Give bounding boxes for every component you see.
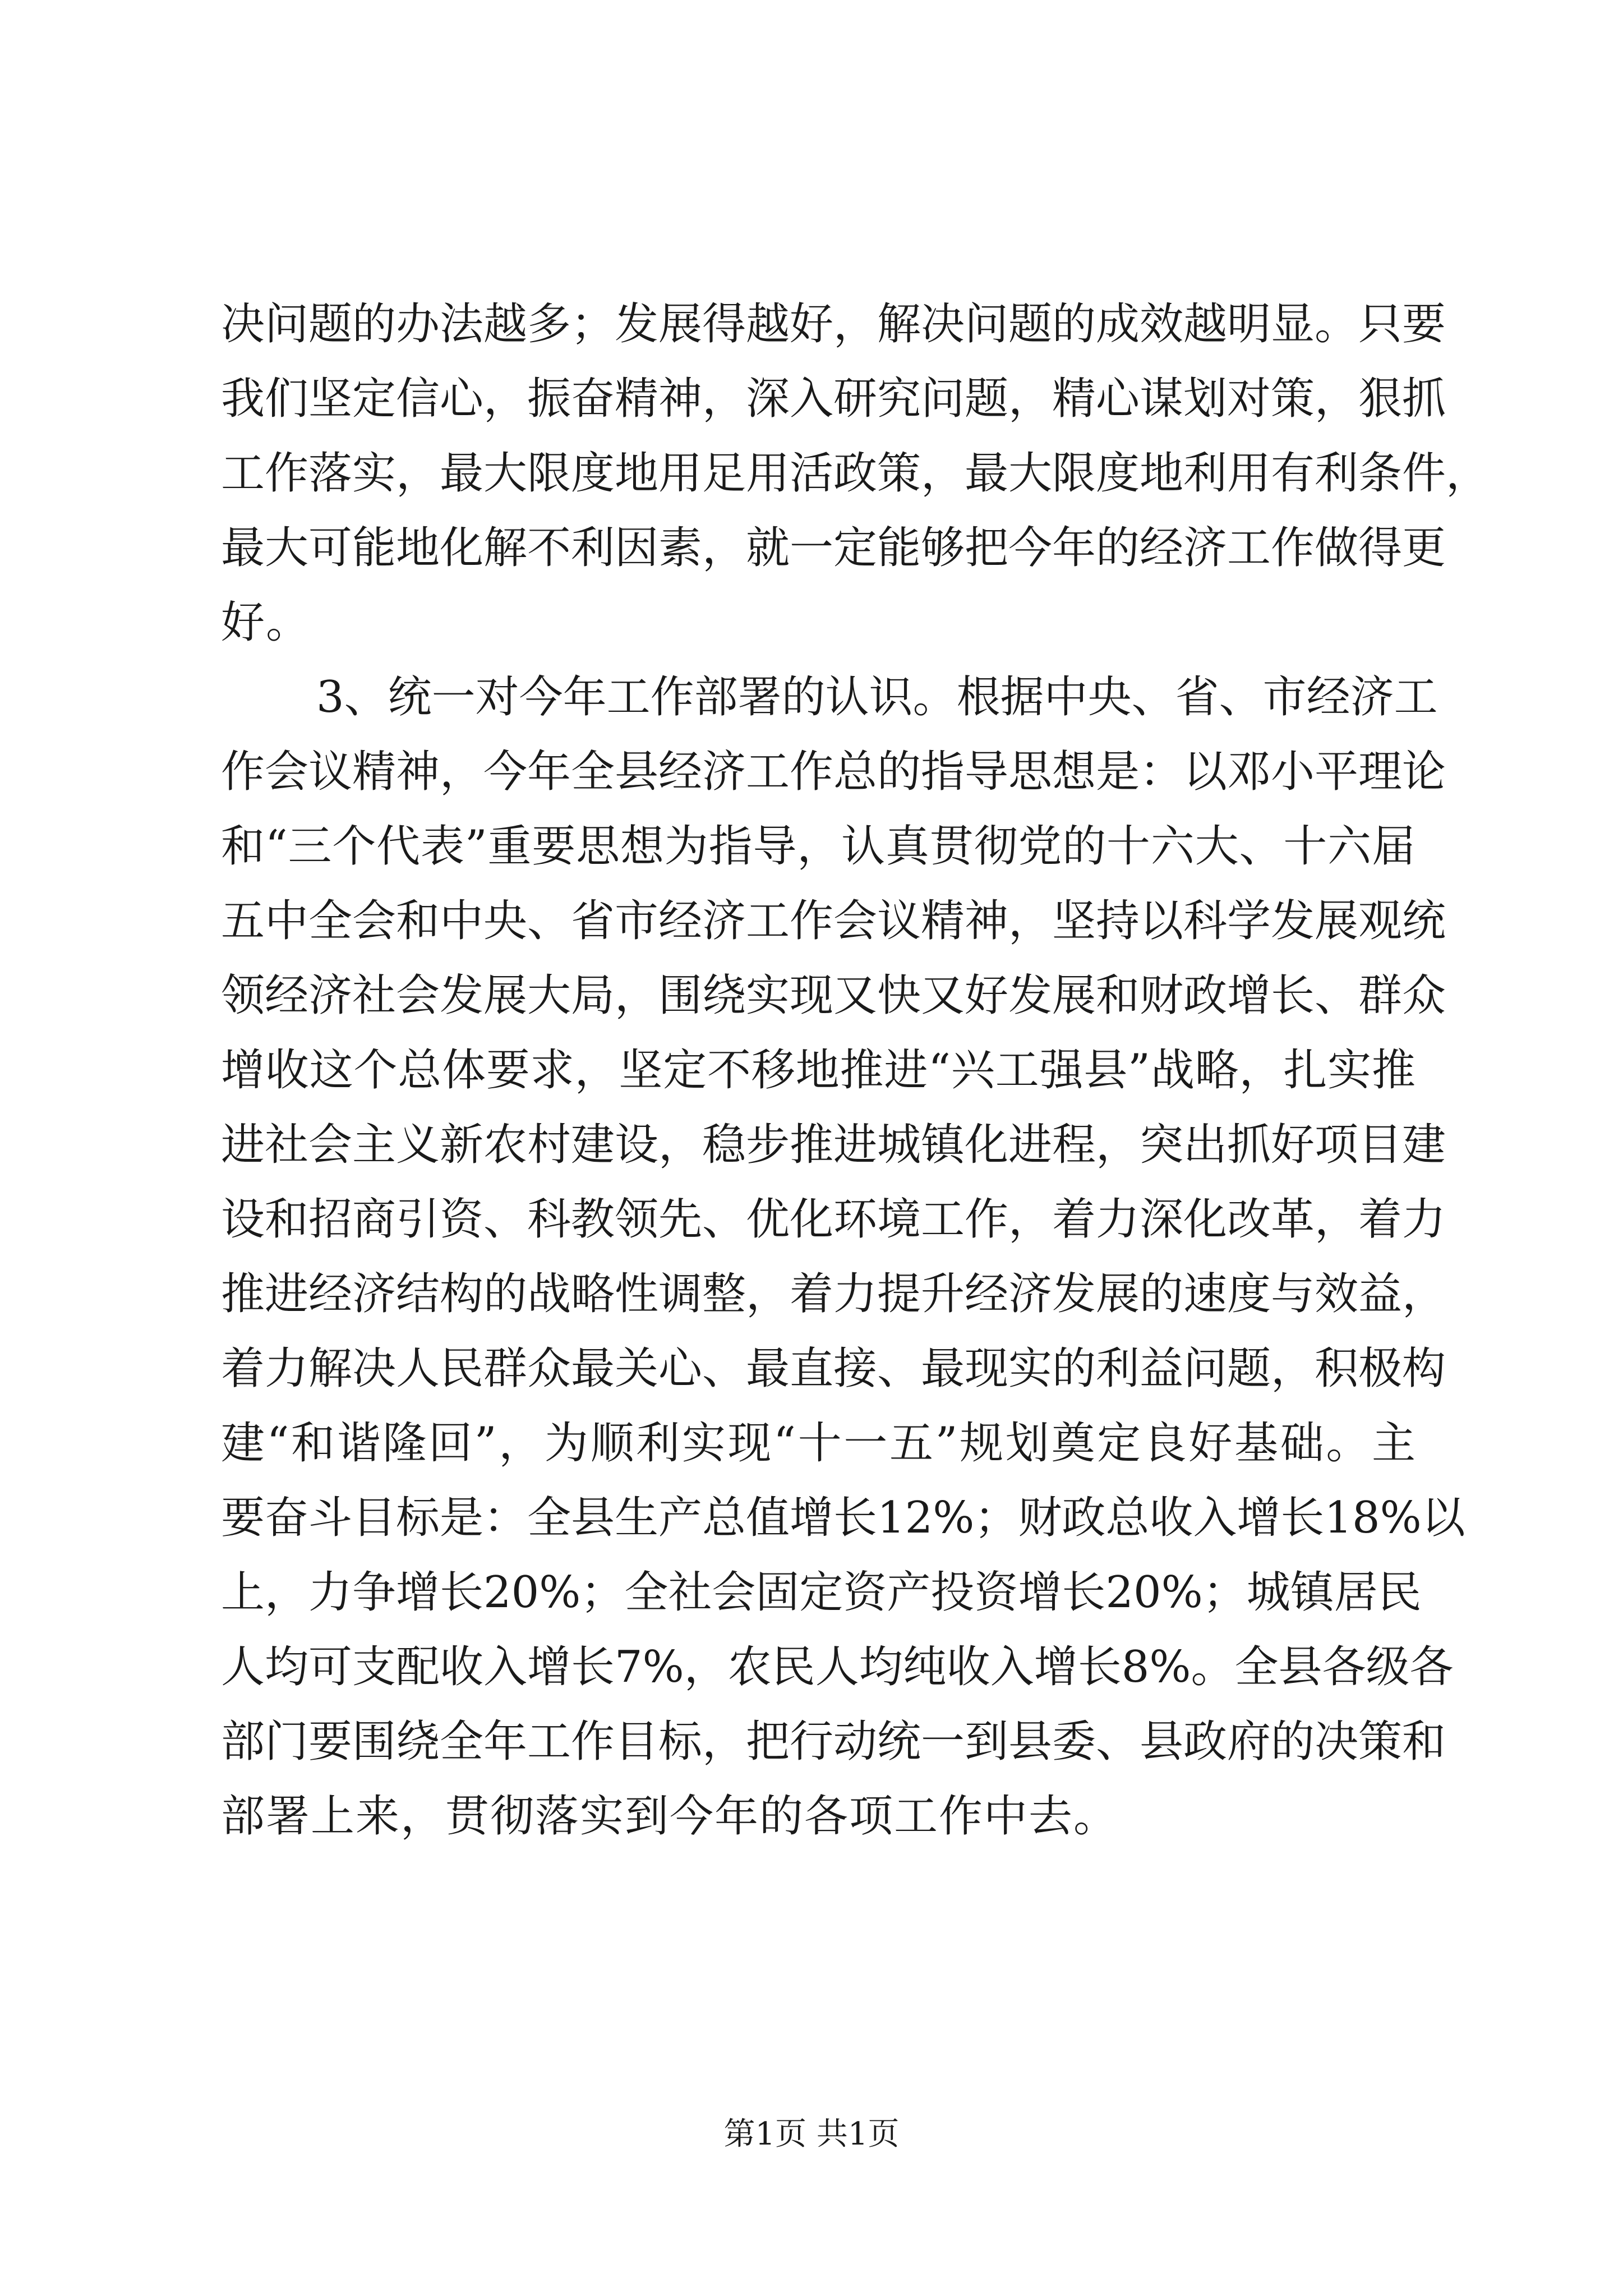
text-line: 作会议精神，今年全县经济工作总的指导思想是：以邓小平理论 — [221, 747, 1446, 797]
text-line: 推进经济结构的战略性调整，着力提升经济发展的速度与效益， — [221, 1269, 1446, 1319]
text-line: 决问题的办法越多；发展得越好，解决问题的成效越明显。只要 — [221, 299, 1446, 349]
text-line: 领经济社会发展大局，围绕实现又快又好发展和财政增长、群众 — [221, 970, 1446, 1021]
paragraph-start-line: 3、统一对今年工作部署的认识。根据中央、省、市经济工 — [316, 672, 1438, 723]
text-line: 五中全会和中央、省市经济工作会议精神，坚持以科学发展观统 — [221, 896, 1446, 946]
text-line: 部门要围绕全年工作目标，把行动统一到县委、县政府的决策和 — [221, 1717, 1446, 1767]
text-line: 部署上来，贯彻落实到今年的各项工作中去。 — [221, 1791, 1119, 1842]
text-line: 着力解决人民群众最关心、最直接、最现实的利益问题，积极构 — [221, 1343, 1446, 1394]
text-line: 和“三个代表”重要思想为指导，认真贯彻党的十六大、十六届 — [221, 821, 1415, 872]
text-line: 好。 — [221, 597, 311, 648]
text-line: 最大可能地化解不利因素，就一定能够把今年的经济工作做得更 — [221, 523, 1446, 573]
text-line: 人均可支配收入增长7%，农民人均纯收入增长8%。全县各级各 — [221, 1642, 1454, 1692]
text-line: 进社会主义新农村建设，稳步推进城镇化进程，突出抓好项目建 — [221, 1120, 1446, 1170]
text-line: 设和招商引资、科教领先、优化环境工作，着力深化改革，着力 — [221, 1194, 1446, 1245]
text-line: 建“和谐隆回”，为顺利实现“十一五”规划奠定良好基础。主 — [221, 1418, 1415, 1469]
text-line: 增收这个总体要求，坚定不移地推进“兴工强县”战略，扎实推 — [221, 1045, 1415, 1096]
text-line: 我们坚定信心，振奋精神，深入研究问题，精心谋划对策，狠抓 — [221, 374, 1446, 424]
text-line: 工作落实，最大限度地用足用活政策，最大限度地利用有利条件， — [221, 448, 1490, 499]
text-line: 要奋斗目标是：全县生产总值增长12%；财政总收入增长18%以 — [221, 1493, 1465, 1543]
page-number-label: 第1页 共1页 — [723, 2116, 900, 2152]
text-line: 上，力争增长20%；全社会固定资产投资增长20%；城镇居民 — [221, 1567, 1422, 1618]
page-footer — [0, 2115, 1623, 2154]
